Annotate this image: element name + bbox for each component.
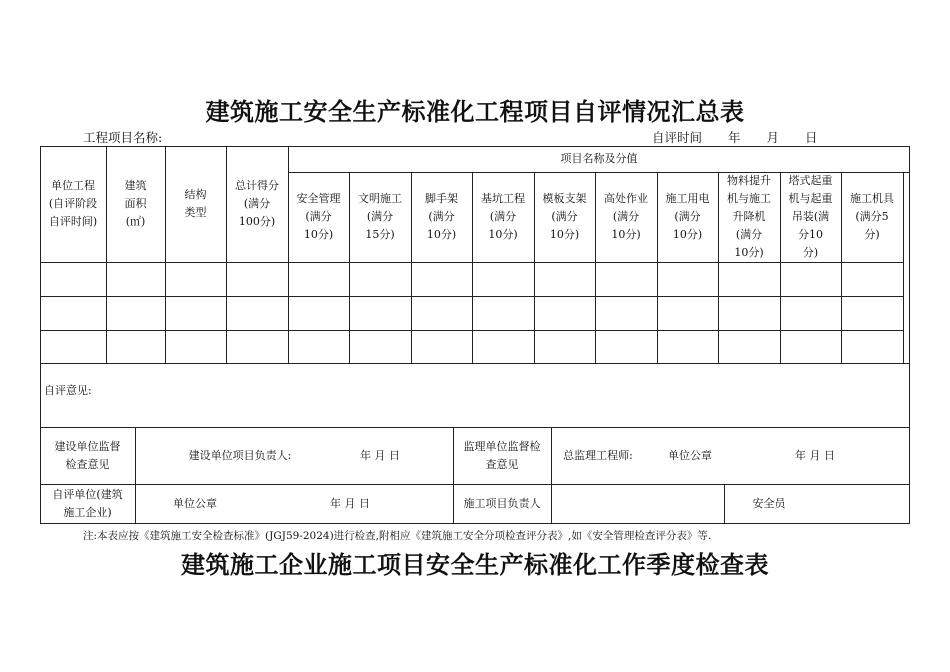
eval-time-label: 自评时间 [652, 130, 703, 145]
self-eval-date: 年 月 日 [330, 497, 370, 510]
header-group-label: 项目名称及分值 [560, 152, 638, 165]
header-item: 安全管理 (满分 10分) [296, 192, 341, 241]
header-area: 建筑 面积 (㎡) [124, 179, 147, 228]
header-item: 基坑工程 (满分 10分) [481, 192, 525, 241]
header-structure: 结构 类型 [184, 188, 207, 219]
document-title: 建筑施工安全生产标准化工程项目自评情况汇总表 [205, 97, 745, 126]
eval-day-label: 日 [805, 130, 818, 145]
header-item: 施工用电 (满分 10分) [665, 192, 710, 241]
self-eval-seal: 单位公章 [173, 497, 217, 510]
footnote: 注:本表应按《建筑施工安全检查标准》(JGJ59-2024)进行检查,附相应《建筑施工安全分项检查评分表》,如《安全管理检查评分表》等. [83, 530, 712, 542]
header-item: 物料提升 机与施工 升降机 (满分 10分) [727, 174, 771, 259]
supervise-seal-label: 单位公章 [668, 449, 712, 462]
header-item: 脚手架 (满分 10分) [425, 192, 458, 241]
supervise-unit-label: 监理单位监督检 查意见 [463, 440, 541, 471]
header-item: 模板支架 (满分 10分) [542, 192, 587, 241]
header-total: 总计得分 (满分 100分) [235, 179, 279, 228]
eval-year-label: 年 [728, 130, 741, 145]
header-item: 塔式起重 机与起重 吊装(满 分10 分) [788, 174, 833, 259]
chief-supervisor-label: 总监理工程师: [563, 449, 633, 462]
header-item: 施工机具 (满分5 分) [850, 192, 894, 241]
self-opinion-box [40, 363, 910, 428]
header-item: 高处作业 (满分 10分) [604, 192, 648, 241]
self-opinion-label: 自评意见: [44, 383, 92, 397]
project-manager-label: 施工项目负责人 [463, 497, 541, 510]
build-unit-manager: 建设单位项目负责人: [188, 449, 292, 462]
project-name-label: 工程项目名称: [83, 130, 163, 145]
header-unit: 单位工程 (自评阶段 自评时间) [48, 179, 98, 228]
eval-month-label: 月 [766, 130, 780, 145]
build-unit-label: 建设单位监督 检查意见 [54, 440, 121, 471]
eval-time-line [652, 128, 840, 146]
supervise-date: 年 月 日 [795, 449, 835, 462]
build-unit-date: 年 月 日 [360, 449, 400, 462]
safety-officer-label: 安全员 [752, 497, 786, 510]
self-eval-unit-label: 自评单位(建筑 施工企业) [52, 488, 123, 519]
header-item: 文明施工 (满分 15分) [358, 192, 402, 241]
second-title: 建筑施工企业施工项目安全生产标准化工作季度检查表 [181, 550, 769, 579]
